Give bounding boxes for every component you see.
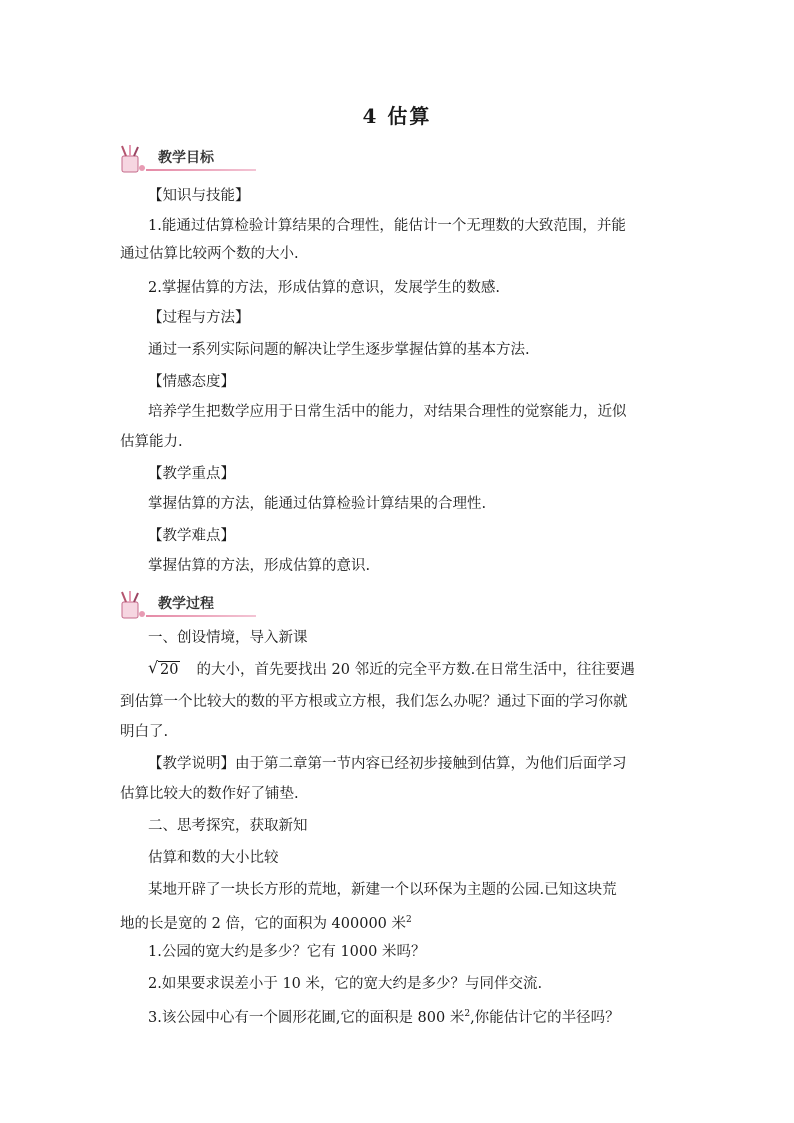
question-2: 2.如果要求误差小于 10 米，它的宽大约是多少？与同伴交流.: [148, 976, 543, 992]
heading-difficulties: 【教学难点】: [148, 528, 235, 544]
paragraph-line: 2.掌握估算的方法，形成估算的意识，发展学生的数感.: [148, 280, 500, 296]
heading-step-1: 一、创设情境，导入新课: [148, 630, 308, 646]
section-header-process: [116, 590, 256, 620]
page-title: 4 估算: [362, 104, 432, 128]
paragraph-line: 估算比较大的数作好了铺垫.: [120, 786, 299, 802]
section-label: 教学目标: [158, 150, 214, 166]
section-label: 教学过程: [158, 596, 214, 612]
paragraph-line: 掌握估算的方法，能通过估算检验计算结果的合理性.: [148, 496, 487, 512]
paragraph-line: 通过估算比较两个数的大小.: [120, 246, 299, 262]
sqrt-expression: √ 20: [148, 658, 179, 678]
paragraph-line: 明白了.: [120, 724, 169, 740]
paragraph-line: 估算能力.: [120, 434, 183, 450]
paragraph-line: 到估算一个比较大的数的平方根或立方根，我们怎么办呢？通过下面的学习你就: [120, 694, 628, 710]
paragraph-line: 培养学生把数学应用于日常生活中的能力，对结果合理性的觉察能力，近似: [148, 404, 627, 420]
section-header-objectives: [116, 144, 256, 174]
heading-key-points: 【教学重点】: [148, 466, 235, 482]
paragraph-line: 地的长是宽的 2 倍，它的面积为 400000 米$^2$: [120, 915, 412, 932]
pencil-cup-icon: [116, 590, 148, 620]
heading-knowledge: 【知识与技能】: [148, 188, 250, 204]
paragraph-line: √ 20 的大小，首先要找出 20 邻近的完全平方数.在日常生活中，往往要遇: [148, 658, 635, 678]
heading-attitude: 【情感态度】: [148, 374, 235, 390]
subheading: 估算和数的大小比较: [148, 850, 279, 866]
question-3: 3.该公园中心有一个圆形花圃,它的面积是 800 米$^2$,你能估计它的半径吗？: [148, 1009, 620, 1026]
section-underline: [146, 169, 256, 171]
question-1: 1.公园的宽大约是多少？它有 1000 米吗？: [148, 944, 426, 960]
paragraph-line: 1.能通过估算检验计算结果的合理性，能估计一个无理数的大致范围，并能: [148, 218, 626, 234]
paragraph-line: 掌握估算的方法，形成估算的意识.: [148, 558, 371, 574]
paragraph-line: 【教学说明】由于第二章第一节内容已经初步接触到估算，为他们后面学习: [148, 756, 627, 772]
heading-process: 【过程与方法】: [148, 310, 250, 326]
pencil-cup-icon: [116, 144, 148, 174]
heading-step-2: 二、思考探究，获取新知: [148, 818, 308, 834]
paragraph-line: 通过一系列实际问题的解决让学生逐步掌握估算的基本方法.: [148, 342, 530, 358]
paragraph-line: 某地开辟了一块长方形的荒地，新建一个以环保为主题的公园.已知这块荒: [148, 882, 617, 898]
section-underline: [146, 615, 256, 617]
